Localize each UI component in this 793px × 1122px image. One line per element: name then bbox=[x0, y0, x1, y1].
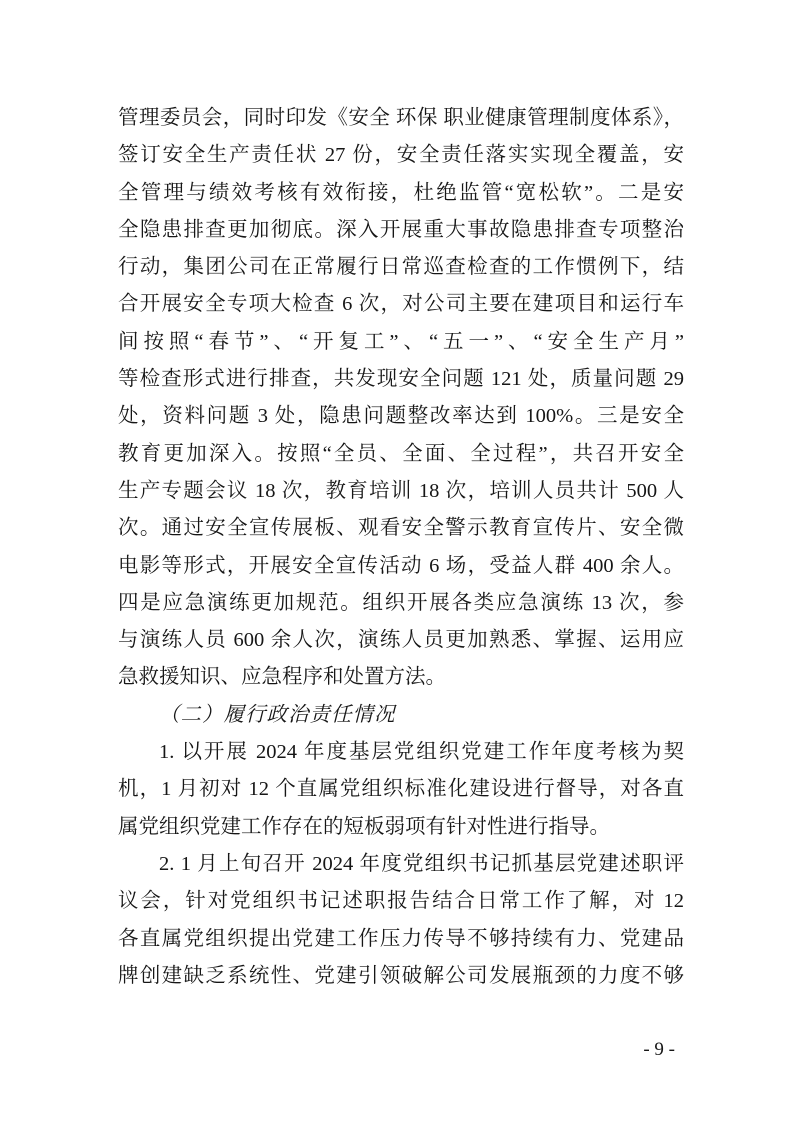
text-line: 电影等形式，开展安全宣传活动 6 场，受益人群 400 余人。 bbox=[118, 554, 684, 577]
text-line: 机，1 月初对 12 个直属党组织标准化建设进行督导，对各直 bbox=[118, 778, 684, 801]
text-line: 全隐患排查更加彻底。深入开展重大事故隐患排查专项整治 bbox=[118, 218, 684, 241]
text-block bbox=[118, 100, 684, 995]
text-line: 四是应急演练更加规范。组织开展各类应急演练 13 次，参 bbox=[118, 591, 684, 614]
text-line: 急救援知识、应急程序和处置方法。 bbox=[118, 666, 446, 689]
text-line: 议会，针对党组织书记述职报告结合日常工作了解，对 12 bbox=[118, 890, 684, 913]
text-line: 合开展安全专项大检查 6 次，对公司主要在建项目和运行车 bbox=[118, 293, 684, 316]
text-line: 签订安全生产责任状 27 份，安全责任落实实现全覆盖，安 bbox=[118, 144, 684, 167]
text-line: 1. 以开展 2024 年度基层党组织党建工作年度考核为契 bbox=[159, 741, 684, 764]
text-line: 等检查形式进行排查，共发现安全问题 121 处，质量问题 29 bbox=[118, 368, 684, 391]
text-line: 全管理与绩效考核有效衔接，杜绝监管“宽松软”。二是安 bbox=[118, 181, 684, 204]
text-line: 教育更加深入。按照“全员、全面、全过程”，共召开安全 bbox=[118, 442, 684, 465]
page-number: - 9 - bbox=[643, 1039, 675, 1060]
text-line: 处，资料问题 3 处，隐患问题整改率达到 100%。三是安全 bbox=[118, 405, 684, 428]
text-line: 管理委员会，同时印发《安全 环保 职业健康管理制度体系》， bbox=[118, 107, 684, 129]
text-line: 2. 1 月上旬召开 2024 年度党组织书记抓基层党建述职评 bbox=[159, 852, 684, 875]
text-line: 次。通过安全宣传展板、观看安全警示教育宣传片、安全微 bbox=[118, 517, 684, 540]
text-line: 牌创建缺乏系统性、党建引领破解公司发展瓶颈的力度不够 bbox=[118, 964, 684, 987]
text-line: 行动，集团公司在正常履行日常巡查检查的工作惯例下，结 bbox=[118, 256, 684, 279]
text-line: 属党组织党建工作存在的短板弱项有针对性进行指导。 bbox=[118, 815, 610, 838]
text-line: 各直属党组织提出党建工作压力传导不够持续有力、党建品 bbox=[118, 927, 684, 950]
text-line: 间按照“春节”、“开复工”、“五一”、“安全生产月” bbox=[118, 330, 684, 353]
section-heading: （二）履行政治责任情况 bbox=[159, 703, 396, 726]
text-line: 与演练人员 600 余人次，演练人员更加熟悉、掌握、运用应 bbox=[118, 629, 684, 652]
text-line: 生产专题会议 18 次，教育培训 18 次，培训人员共计 500 人 bbox=[118, 479, 684, 502]
